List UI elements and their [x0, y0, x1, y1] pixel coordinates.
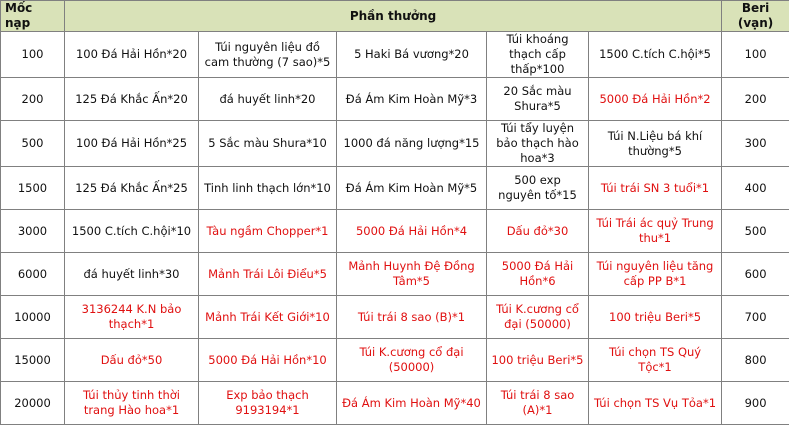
reward-cell: Dấu đỏ*50 [65, 339, 199, 382]
moc-nap-cell: 1500 [1, 167, 65, 210]
reward-cell: Túi trái 8 sao (B)*1 [337, 296, 487, 339]
reward-cell: 100 triệu Beri*5 [589, 296, 722, 339]
table-row [1, 121, 789, 167]
reward-cell: Túi chọn TS Vụ Tỏa*1 [589, 382, 722, 425]
reward-cell: Túi tẩy luyện bảo thạch hào hoa*3 [487, 121, 589, 167]
beri-cell: 800 [722, 339, 789, 382]
beri-cell: 100 [722, 32, 789, 78]
moc-nap-cell: 200 [1, 78, 65, 121]
header-beri: Beri (vạn) [722, 1, 789, 32]
reward-cell: Túi trái 8 sao (A)*1 [487, 382, 589, 425]
reward-cell: 5 Haki Bá vương*20 [337, 32, 487, 78]
reward-cell: 5 Sắc màu Shura*10 [199, 121, 337, 167]
moc-nap-cell: 100 [1, 32, 65, 78]
reward-cell: Mảnh Huynh Đệ Đồng Tâm*5 [337, 253, 487, 296]
reward-cell: Đá Ám Kim Hoàn Mỹ*40 [337, 382, 487, 425]
reward-cell: 1500 C.tích C.hội*10 [65, 210, 199, 253]
reward-cell: đá huyết linh*20 [199, 78, 337, 121]
moc-nap-cell: 3000 [1, 210, 65, 253]
table-row [1, 32, 789, 78]
reward-cell: Tàu ngầm Chopper*1 [199, 210, 337, 253]
beri-cell: 500 [722, 210, 789, 253]
reward-cell: 125 Đá Khắc Ấn*25 [65, 167, 199, 210]
reward-cell: Dấu đỏ*30 [487, 210, 589, 253]
header-row [1, 1, 789, 32]
beri-cell: 900 [722, 382, 789, 425]
beri-cell: 700 [722, 296, 789, 339]
beri-cell: 300 [722, 121, 789, 167]
reward-cell: 100 Đá Hải Hồn*20 [65, 32, 199, 78]
reward-cell: 1500 C.tích C.hội*5 [589, 32, 722, 78]
reward-cell: Túi nguyên liệu đồ cam thường (7 sao)*5 [199, 32, 337, 78]
table-row [1, 339, 789, 382]
reward-cell: Túi N.Liệu bá khí thường*5 [589, 121, 722, 167]
reward-cell: 125 Đá Khắc Ấn*20 [65, 78, 199, 121]
beri-cell: 600 [722, 253, 789, 296]
reward-cell: 5000 Đá Hải Hồn*4 [337, 210, 487, 253]
reward-cell: 5000 Đá Hải Hồn*2 [589, 78, 722, 121]
reward-cell: đá huyết linh*30 [65, 253, 199, 296]
table-row [1, 296, 789, 339]
reward-cell: 500 exp nguyên tố*15 [487, 167, 589, 210]
beri-cell: 200 [722, 78, 789, 121]
reward-cell: Mảnh Trái Kết Giới*10 [199, 296, 337, 339]
reward-cell: Túi chọn TS Quý Tộc*1 [589, 339, 722, 382]
reward-cell: Túi Trái ác quỷ Trung thu*1 [589, 210, 722, 253]
moc-nap-cell: 10000 [1, 296, 65, 339]
reward-cell: Túi K.cương cổ đại (50000) [487, 296, 589, 339]
reward-cell: Đá Ám Kim Hoàn Mỹ*3 [337, 78, 487, 121]
moc-nap-cell: 500 [1, 121, 65, 167]
table-body [1, 32, 789, 425]
reward-cell: Túi thủy tinh thời trang Hào hoa*1 [65, 382, 199, 425]
table-row [1, 78, 789, 121]
beri-cell: 400 [722, 167, 789, 210]
moc-nap-cell: 6000 [1, 253, 65, 296]
reward-cell: 1000 đá năng lượng*15 [337, 121, 487, 167]
moc-nap-cell: 15000 [1, 339, 65, 382]
header-moc-nap: Mốc nạp [1, 1, 65, 32]
reward-cell: Túi K.cương cổ đại (50000) [337, 339, 487, 382]
table-row [1, 253, 789, 296]
reward-cell: Túi nguyên liệu tăng cấp PP B*1 [589, 253, 722, 296]
table-row [1, 382, 789, 425]
reward-cell: Exp bảo thạch 9193194*1 [199, 382, 337, 425]
reward-cell: Tinh linh thạch lớn*10 [199, 167, 337, 210]
reward-cell: 100 Đá Hải Hồn*25 [65, 121, 199, 167]
table-row [1, 167, 789, 210]
reward-cell: Mảnh Trái Lôi Điểu*5 [199, 253, 337, 296]
reward-cell: 3136244 K.N bảo thạch*1 [65, 296, 199, 339]
table-row [1, 210, 789, 253]
reward-cell: 20 Sắc màu Shura*5 [487, 78, 589, 121]
reward-cell: 5000 Đá Hải Hồn*6 [487, 253, 589, 296]
reward-cell: Túi trái SN 3 tuổi*1 [589, 167, 722, 210]
reward-cell: 100 triệu Beri*5 [487, 339, 589, 382]
reward-cell: 5000 Đá Hải Hồn*10 [199, 339, 337, 382]
reward-cell: Túi khoáng thạch cấp thấp*100 [487, 32, 589, 78]
header-phan-thuong: Phần thưởng [65, 1, 722, 32]
moc-nap-cell: 20000 [1, 382, 65, 425]
reward-cell: Đá Ám Kim Hoàn Mỹ*5 [337, 167, 487, 210]
